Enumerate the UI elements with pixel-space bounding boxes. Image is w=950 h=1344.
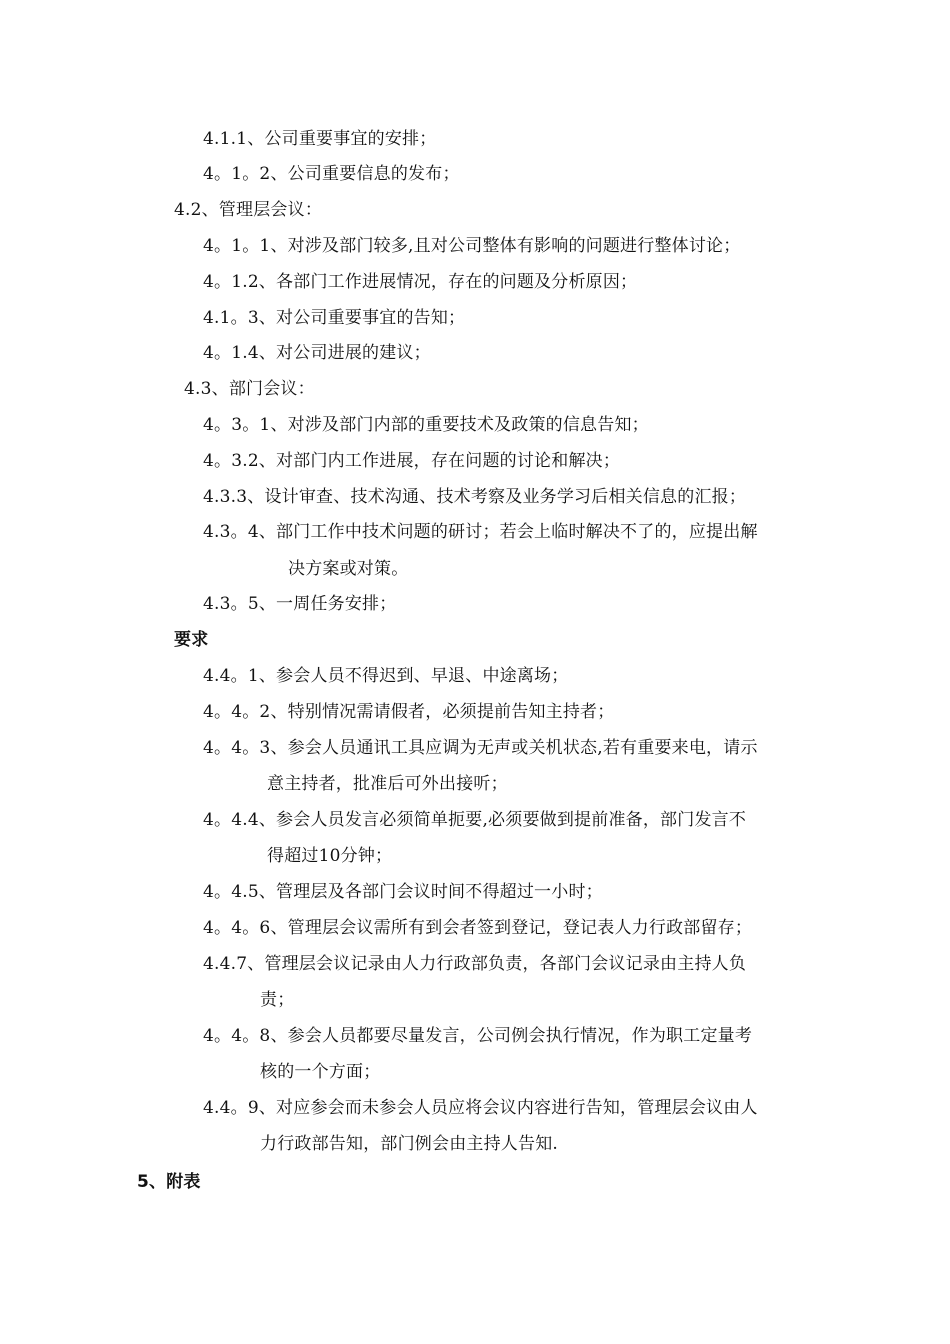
list-item: 4。1。1、对涉及部门较多,且对公司整体有影响的问题进行整体讨论； bbox=[203, 236, 741, 256]
list-item: 4.3。5、一周任务安排； bbox=[203, 594, 397, 614]
list-item-continuation: 意主持者，批准后可外出接听； bbox=[267, 774, 508, 794]
list-item-continuation: 决方案或对策。 bbox=[288, 559, 409, 579]
list-item: 4.4。1、参会人员不得迟到、早退、中途离场； bbox=[203, 666, 569, 686]
list-item: 4。1.4、对公司进展的建议； bbox=[203, 343, 431, 363]
list-item: 4。1。2、公司重要信息的发布； bbox=[203, 164, 460, 184]
list-item: 4.4.7、管理层会议记录由人力行政部负责，各部门会议记录由主持人负 bbox=[203, 954, 747, 974]
list-item: 4。4.5、管理层及各部门会议时间不得超过一小时； bbox=[203, 882, 603, 902]
list-item-continuation: 力行政部告知，部门例会由主持人告知. bbox=[260, 1134, 559, 1154]
list-item-continuation: 核的一个方面； bbox=[260, 1062, 381, 1082]
list-item: 4.4。9、对应参会而未参会人员应将会议内容进行告知，管理层会议由人 bbox=[203, 1098, 758, 1118]
list-item: 4。3.2、对部门内工作进展，存在问题的讨论和解决； bbox=[203, 451, 621, 471]
list-item: 4。1.2、各部门工作进展情况，存在的问题及分析原因； bbox=[203, 272, 638, 292]
list-item-continuation: 得超过10分钟； bbox=[267, 846, 393, 866]
list-item: 4。3。1、对涉及部门内部的重要技术及政策的信息告知； bbox=[203, 415, 649, 435]
list-item: 4.1.1、公司重要事宜的安排； bbox=[203, 129, 437, 149]
appendix-heading: 5、附表 bbox=[137, 1172, 201, 1192]
list-item: 4。4。3、参会人员通讯工具应调为无声或关机状态,若有重要来电，请示 bbox=[203, 738, 758, 758]
list-item: 4。4.4、参会人员发言必须简单扼要,必须要做到提前准备，部门发言不 bbox=[203, 810, 747, 830]
section-heading: 4.2、管理层会议： bbox=[174, 200, 323, 220]
list-item: 4.1。3、对公司重要事宜的告知； bbox=[203, 308, 466, 328]
list-item: 4。4。2、特别情况需请假者，必须提前告知主持者； bbox=[203, 702, 615, 722]
list-item: 4.3。4、部门工作中技术问题的研讨；若会上临时解决不了的，应提出解 bbox=[203, 522, 758, 542]
list-item: 4。4。8、参会人员都要尽量发言，公司例会执行情况，作为职工定量考 bbox=[203, 1026, 753, 1046]
list-item: 4.3.3、设计审查、技术沟通、技术考察及业务学习后相关信息的汇报； bbox=[203, 487, 747, 507]
list-item-continuation: 责； bbox=[260, 990, 295, 1010]
list-item: 4。4。6、管理层会议需所有到会者签到登记，登记表人力行政部留存； bbox=[203, 918, 753, 938]
section-heading: 4.3、部门会议： bbox=[184, 379, 315, 399]
requirements-heading: 要求 bbox=[174, 630, 209, 650]
